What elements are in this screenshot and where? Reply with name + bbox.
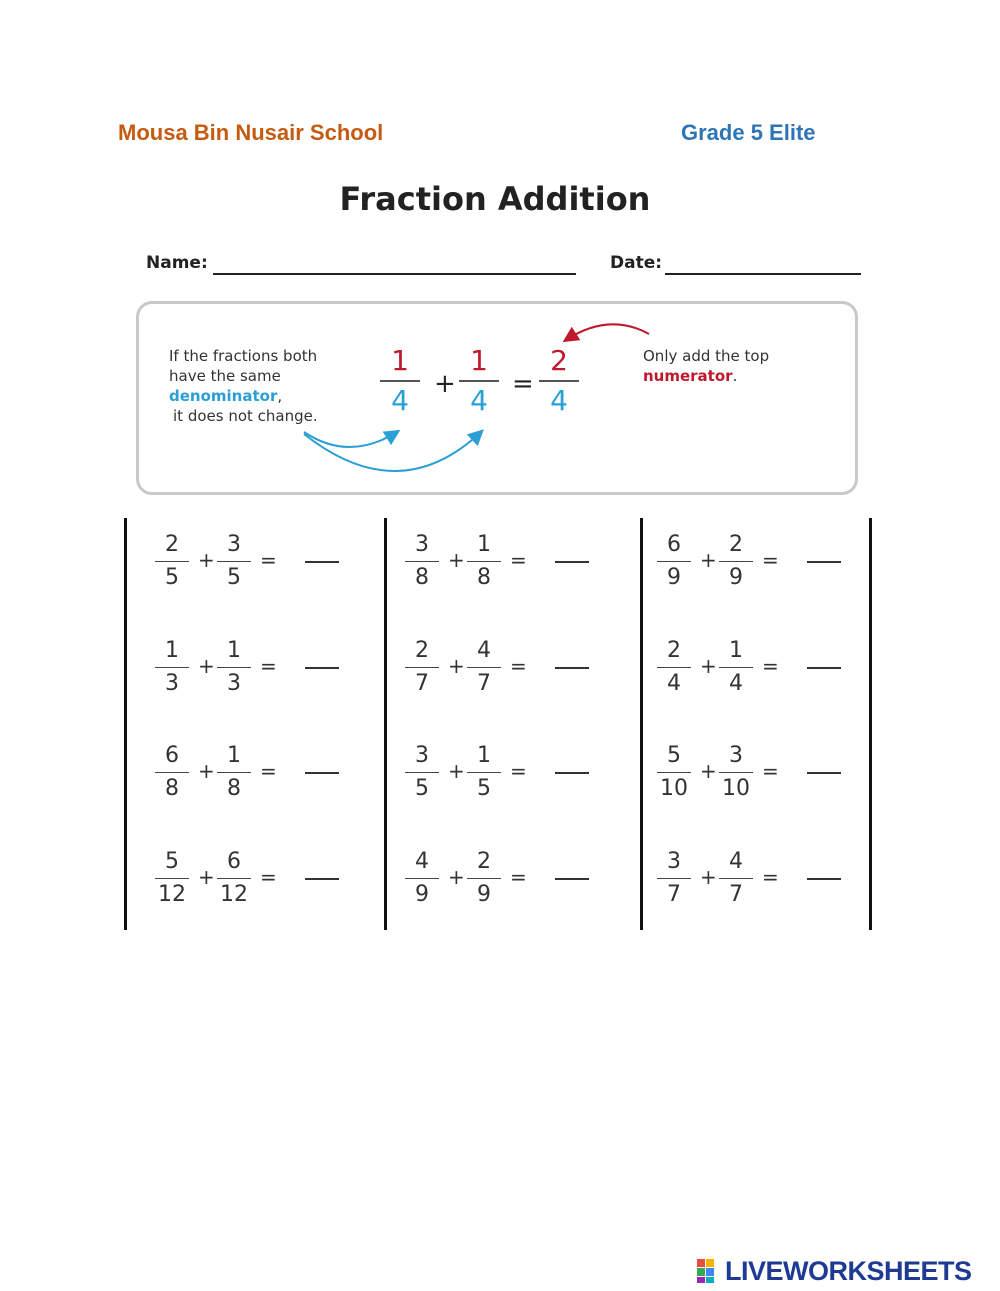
fraction-addend-b	[467, 741, 501, 804]
fraction-bar	[719, 667, 753, 668]
plus-sign: +	[700, 865, 717, 889]
example-b-denominator: 4	[470, 384, 488, 417]
problem-item	[657, 741, 897, 811]
fraction-bar	[719, 878, 753, 879]
fraction-bar	[657, 878, 691, 879]
fraction-bar	[657, 667, 691, 668]
grade-label: Grade 5 Elite	[681, 120, 816, 145]
fraction-addend-a	[155, 741, 189, 804]
answer-input[interactable]	[305, 878, 339, 880]
fraction-bar	[467, 878, 501, 879]
numerator: 2	[729, 532, 743, 557]
plus-sign: +	[198, 759, 215, 783]
fraction-addend-b	[217, 636, 251, 699]
problem-item	[155, 741, 395, 811]
denominator: 9	[667, 565, 681, 590]
numerator: 4	[729, 849, 743, 874]
example-left-line2: have the same	[169, 367, 281, 385]
answer-input[interactable]	[305, 561, 339, 563]
plus-sign: +	[198, 654, 215, 678]
answer-input[interactable]	[807, 878, 841, 880]
example-result-numerator: 2	[550, 344, 568, 377]
answer-input[interactable]	[555, 772, 589, 774]
example-box	[136, 301, 858, 495]
equals-sign: =	[762, 759, 779, 783]
denominator: 3	[165, 671, 179, 696]
plus-sign: +	[448, 865, 465, 889]
fraction-bar	[155, 667, 189, 668]
plus-sign: +	[700, 654, 717, 678]
blue-arrow-icon	[304, 432, 481, 471]
answer-input[interactable]	[305, 772, 339, 774]
fraction-bar	[405, 667, 439, 668]
denominator: 5	[227, 565, 241, 590]
answer-input[interactable]	[555, 878, 589, 880]
equals-sign: =	[762, 548, 779, 572]
fraction-bar	[155, 878, 189, 879]
fraction-bar	[405, 561, 439, 562]
numerator: 5	[667, 743, 681, 768]
numerator: 1	[165, 638, 179, 663]
denominator: 4	[667, 671, 681, 696]
fraction-addend-a	[155, 847, 189, 910]
numerator: 2	[415, 638, 429, 663]
equals-sign: =	[260, 548, 277, 572]
fraction-addend-a	[657, 636, 691, 699]
plus-sign: +	[448, 548, 465, 572]
fraction-addend-a	[405, 847, 439, 910]
denominator: 8	[477, 565, 491, 590]
equals-sign: =	[260, 865, 277, 889]
fraction-addend-b	[467, 530, 501, 593]
problem-item	[405, 636, 645, 706]
fraction-bar	[155, 561, 189, 562]
column-divider	[124, 518, 127, 930]
equals-sign: =	[260, 654, 277, 678]
plus-sign: +	[448, 654, 465, 678]
fraction-addend-a	[405, 530, 439, 593]
denominator: 8	[415, 565, 429, 590]
numerator: 5	[165, 849, 179, 874]
numerator: 2	[477, 849, 491, 874]
fraction-addend-b	[719, 741, 753, 804]
example-left-line1: If the fractions both	[169, 347, 318, 365]
numerator: 6	[667, 532, 681, 557]
numerator: 1	[227, 638, 241, 663]
denominator: 8	[227, 776, 241, 801]
fraction-addend-b	[217, 741, 251, 804]
name-input-line[interactable]	[213, 273, 576, 275]
fraction-addend-b	[217, 530, 251, 593]
problem-item	[405, 847, 645, 917]
example-a-numerator: 1	[391, 344, 409, 377]
numerator: 6	[165, 743, 179, 768]
fraction-addend-b	[467, 636, 501, 699]
answer-input[interactable]	[807, 772, 841, 774]
example-result-denominator: 4	[550, 384, 568, 417]
fraction-addend-a	[657, 530, 691, 593]
numerator: 3	[415, 743, 429, 768]
fraction-addend-a	[155, 530, 189, 593]
denominator-comma: ,	[277, 387, 283, 405]
problem-item	[657, 847, 897, 917]
fraction-addend-b	[719, 530, 753, 593]
denominator: 12	[158, 882, 186, 907]
numerator: 4	[477, 638, 491, 663]
example-right-line1: Only add the top	[643, 347, 770, 365]
problem-item	[657, 530, 897, 600]
fraction-addend-a	[405, 636, 439, 699]
equals-sign: =	[510, 865, 527, 889]
example-equals: =	[512, 369, 534, 399]
plus-sign: +	[448, 759, 465, 783]
numerator: 3	[729, 743, 743, 768]
denominator: 7	[667, 882, 681, 907]
liveworksheets-brand: LIVEWORKSHEETS	[725, 1256, 972, 1286]
numerator: 6	[227, 849, 241, 874]
fraction-bar	[719, 772, 753, 773]
equals-sign: =	[510, 759, 527, 783]
red-arrow-icon	[566, 324, 649, 340]
fraction-addend-a	[657, 847, 691, 910]
problem-item	[155, 636, 395, 706]
numerator-period: .	[732, 367, 738, 385]
denominator: 5	[415, 776, 429, 801]
fraction-bar	[657, 772, 691, 773]
plus-sign: +	[198, 865, 215, 889]
equals-sign: =	[510, 548, 527, 572]
fraction-bar	[217, 561, 251, 562]
answer-input[interactable]	[807, 561, 841, 563]
denominator: 5	[165, 565, 179, 590]
problem-item	[405, 741, 645, 811]
fraction-bar	[657, 561, 691, 562]
numerator: 3	[667, 849, 681, 874]
numerator-keyword: numerator	[643, 367, 733, 385]
denominator: 8	[165, 776, 179, 801]
numerator: 4	[415, 849, 429, 874]
numerator: 1	[477, 743, 491, 768]
numerator: 2	[165, 532, 179, 557]
example-left-line4: it does not change.	[173, 407, 318, 425]
denominator-keyword: denominator	[169, 387, 278, 405]
fraction-addend-b	[467, 847, 501, 910]
fraction-bar	[467, 667, 501, 668]
denominator: 3	[227, 671, 241, 696]
denominator: 10	[660, 776, 688, 801]
example-a-denominator: 4	[391, 384, 409, 417]
denominator: 7	[729, 882, 743, 907]
numerator: 1	[477, 532, 491, 557]
fraction-bar	[405, 878, 439, 879]
date-input-line[interactable]	[665, 273, 861, 275]
school-name: Mousa Bin Nusair School	[118, 120, 384, 145]
answer-input[interactable]	[555, 561, 589, 563]
fraction-addend-a	[155, 636, 189, 699]
equals-sign: =	[762, 865, 779, 889]
numerator: 3	[227, 532, 241, 557]
liveworksheets-badge-icon	[697, 1259, 723, 1283]
example-b-numerator: 1	[470, 344, 488, 377]
answer-input[interactable]	[807, 667, 841, 669]
denominator: 10	[722, 776, 750, 801]
name-label: Name:	[146, 253, 208, 273]
plus-sign: +	[198, 548, 215, 572]
problem-item	[405, 530, 645, 600]
denominator: 9	[415, 882, 429, 907]
fraction-bar	[467, 772, 501, 773]
numerator: 1	[729, 638, 743, 663]
fraction-bar	[719, 561, 753, 562]
denominator: 5	[477, 776, 491, 801]
denominator: 7	[415, 671, 429, 696]
equals-sign: =	[260, 759, 277, 783]
fraction-addend-b	[719, 847, 753, 910]
example-arrows	[139, 304, 855, 492]
fraction-addend-a	[405, 741, 439, 804]
numerator: 2	[667, 638, 681, 663]
plus-sign: +	[700, 759, 717, 783]
numerator: 1	[227, 743, 241, 768]
numerator: 3	[415, 532, 429, 557]
problem-item	[155, 847, 395, 917]
fraction-addend-b	[217, 847, 251, 910]
denominator: 9	[729, 565, 743, 590]
fraction-bar	[405, 772, 439, 773]
answer-input[interactable]	[305, 667, 339, 669]
problem-item	[657, 636, 897, 706]
fraction-bar	[155, 772, 189, 773]
page-title: Fraction Addition	[339, 180, 651, 218]
fraction-addend-a	[657, 741, 691, 804]
equals-sign: =	[762, 654, 779, 678]
denominator: 4	[729, 671, 743, 696]
plus-sign: +	[700, 548, 717, 572]
denominator: 12	[220, 882, 248, 907]
fraction-bar	[217, 878, 251, 879]
denominator: 9	[477, 882, 491, 907]
fraction-bar	[217, 772, 251, 773]
fraction-addend-b	[719, 636, 753, 699]
fraction-bar	[467, 561, 501, 562]
equals-sign: =	[510, 654, 527, 678]
answer-input[interactable]	[555, 667, 589, 669]
date-label: Date:	[610, 253, 663, 273]
fraction-bar	[217, 667, 251, 668]
denominator: 7	[477, 671, 491, 696]
problem-item	[155, 530, 395, 600]
example-plus: +	[434, 369, 456, 399]
